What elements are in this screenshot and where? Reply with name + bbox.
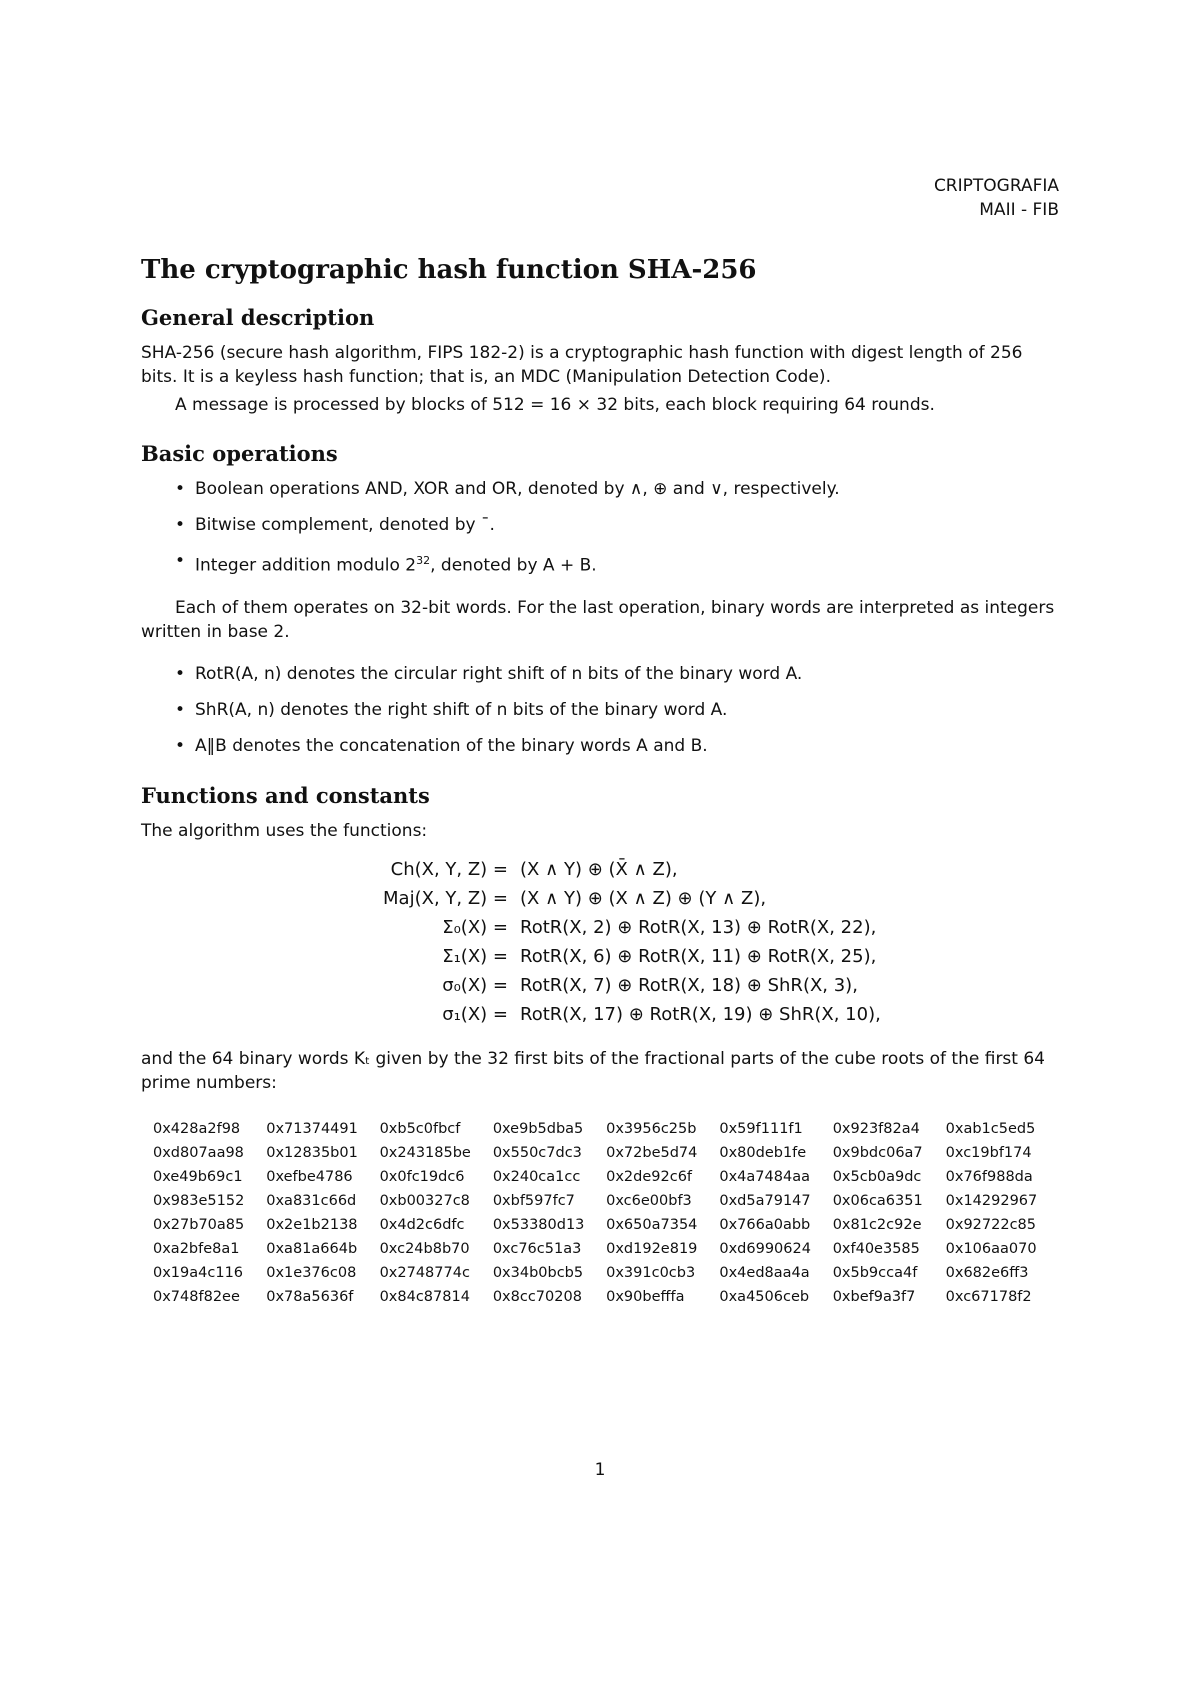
equation-row — [141, 855, 1059, 884]
constant-cell: 0xc76c51a3 — [492, 1240, 582, 1257]
list-item — [141, 734, 1059, 758]
constant-cell: 0x240ca1cc — [492, 1168, 581, 1185]
constant-cell: 0x4a7484aa — [719, 1168, 810, 1185]
basic-paragraph: Each of them operates on 32-bit words. For the last operation, binary words are interpreted as integers written in base 2. — [141, 597, 1055, 642]
equation-lhs: Σ₀(X) = — [442, 916, 508, 938]
equation-lhs: Σ₁(X) = — [442, 945, 508, 967]
constant-cell: 0x748f82ee — [153, 1288, 240, 1305]
constant-cell: 0xa81a664b — [266, 1240, 358, 1257]
bullet-icon: • — [175, 479, 186, 499]
constant-cell: 0x2748774c — [379, 1264, 470, 1281]
constant-cell: 0x76f988da — [945, 1168, 1033, 1185]
table-row — [153, 1261, 1059, 1285]
table-row — [153, 1237, 1059, 1261]
equation-lhs: σ₁(X) = — [442, 1003, 508, 1025]
constant-cell: 0x8cc70208 — [492, 1288, 582, 1305]
list-item-text-tail: , denoted by A + B. — [430, 555, 597, 576]
constant-cell: 0xd192e819 — [606, 1240, 698, 1257]
constant-cell: 0xd6990624 — [719, 1240, 811, 1257]
document-title: The cryptographic hash function SHA-256 — [141, 255, 757, 285]
constant-cell: 0x243185be — [379, 1144, 471, 1161]
basic-operations-list — [141, 477, 1059, 578]
section-heading-basic: Basic operations — [141, 441, 338, 466]
constant-cell: 0x550c7dc3 — [492, 1144, 582, 1161]
constant-cell: 0x391c0cb3 — [606, 1264, 696, 1281]
constant-cell: 0xf40e3585 — [832, 1240, 920, 1257]
constant-cell: 0xe9b5dba5 — [492, 1120, 584, 1137]
equation-rhs: RotR(X, 6) ⊕ RotR(X, 11) ⊕ RotR(X, 25), — [520, 945, 877, 967]
constant-cell: 0xefbe4786 — [266, 1168, 353, 1185]
equation-lhs: Ch(X, Y, Z) = — [390, 858, 508, 880]
list-item — [141, 698, 1059, 722]
equation-rhs: RotR(X, 2) ⊕ RotR(X, 13) ⊕ RotR(X, 22), — [520, 916, 877, 938]
equation-row — [141, 913, 1059, 942]
constant-cell: 0x80deb1fe — [719, 1144, 807, 1161]
table-row — [153, 1189, 1059, 1213]
constant-cell: 0x766a0abb — [719, 1216, 811, 1233]
constant-cell: 0xb5c0fbcf — [379, 1120, 461, 1137]
constant-cell: 0xab1c5ed5 — [945, 1120, 1036, 1137]
constant-cell: 0x14292967 — [945, 1192, 1038, 1209]
constant-cell: 0xa831c66d — [266, 1192, 357, 1209]
constant-cell: 0x19a4c116 — [153, 1264, 244, 1281]
constant-cell: 0x2e1b2138 — [266, 1216, 358, 1233]
section-heading-functions: Functions and constants — [141, 782, 430, 808]
bullet-icon: • — [175, 663, 186, 684]
constant-cell: 0x71374491 — [266, 1120, 358, 1137]
list-item — [141, 549, 1059, 578]
constant-cell: 0xc19bf174 — [945, 1144, 1032, 1161]
equation-rhs: (X ∧ Y) ⊕ (X̄ ∧ Z), — [520, 858, 678, 880]
list-item — [141, 477, 1059, 501]
constant-cell: 0xc24b8b70 — [379, 1240, 470, 1257]
list-item-text: Bitwise complement, denoted by ¯. — [195, 515, 495, 535]
course-header — [934, 174, 1059, 222]
equation-lhs: σ₀(X) = — [442, 974, 508, 996]
section-heading-general: General description — [141, 305, 375, 330]
constant-cell: 0x84c87814 — [379, 1288, 470, 1305]
constant-cell: 0x72be5d74 — [606, 1144, 698, 1161]
constant-cell: 0x106aa070 — [945, 1240, 1037, 1257]
equation-row — [141, 1000, 1059, 1029]
general-paragraph-2: A message is processed by blocks of 512 = 16 × 32 bits, each block requiring 64 rounds. — [175, 395, 935, 415]
shift-operations-list — [141, 662, 1059, 758]
table-row — [153, 1213, 1059, 1237]
bullet-icon: • — [175, 735, 186, 756]
bullet-icon: • — [175, 551, 186, 571]
constant-cell: 0x3956c25b — [606, 1120, 697, 1137]
course-name: CRIPTOGRAFIA — [933, 176, 1059, 196]
constant-cell: 0x12835b01 — [266, 1144, 358, 1161]
constant-cell: 0xa2bfe8a1 — [153, 1240, 240, 1257]
equation-row — [141, 942, 1059, 971]
list-item-text: Boolean operations AND, XOR and OR, denoted by ∧, ⊕ and ∨, respectively. — [195, 479, 840, 499]
equation-row — [141, 971, 1059, 1000]
constant-cell: 0xbef9a3f7 — [832, 1288, 916, 1305]
table-row — [153, 1165, 1059, 1189]
list-item-text: A‖B denotes the concatenation of the binary words A and B. — [195, 735, 708, 756]
constant-cell: 0xb00327c8 — [379, 1192, 470, 1209]
constant-cell: 0x1e376c08 — [266, 1264, 357, 1281]
list-item — [141, 513, 1059, 537]
constant-cell: 0x5b9cca4f — [832, 1264, 918, 1281]
main-content — [141, 254, 1059, 1309]
equation-lhs: Maj(X, Y, Z) = — [383, 887, 508, 909]
bullet-icon: • — [175, 515, 186, 535]
constant-cell: 0x92722c85 — [945, 1216, 1036, 1233]
table-row — [153, 1117, 1059, 1141]
constant-cell: 0x78a5636f — [266, 1288, 354, 1305]
constant-cell: 0x923f82a4 — [832, 1120, 920, 1137]
table-row — [153, 1285, 1059, 1309]
constants-table — [153, 1117, 1059, 1309]
constant-cell: 0xbf597fc7 — [492, 1192, 575, 1209]
exponent: 32 — [416, 554, 431, 567]
constant-cell: 0x9bdc06a7 — [832, 1144, 923, 1161]
constant-cell: 0x06ca6351 — [832, 1192, 923, 1209]
constant-cell: 0x0fc19dc6 — [379, 1168, 465, 1185]
functions-after-paragraph: and the 64 binary words Kₜ given by the 32 first bits of the fractional parts of the cube roots of the first 64 prime numbers: — [141, 1048, 1045, 1093]
list-item-text: ShR(A, n) denotes the right shift of n bits of the binary word A. — [195, 699, 728, 720]
list-item — [141, 662, 1059, 686]
constant-cell: 0xd5a79147 — [719, 1192, 811, 1209]
list-item-text: RotR(A, n) denotes the circular right shift of n bits of the binary word A. — [195, 663, 803, 684]
constant-cell: 0x4ed8aa4a — [719, 1264, 810, 1281]
constant-cell: 0x650a7354 — [606, 1216, 698, 1233]
equation-rhs: RotR(X, 17) ⊕ RotR(X, 19) ⊕ ShR(X, 10), — [520, 1003, 881, 1025]
constant-cell: 0x81c2c92e — [832, 1216, 922, 1233]
constant-cell: 0xa4506ceb — [719, 1288, 810, 1305]
list-item-text: Integer addition modulo 2 — [195, 555, 417, 576]
functions-intro: The algorithm uses the functions: — [141, 820, 428, 841]
constant-cell: 0xe49b69c1 — [153, 1168, 243, 1185]
constant-cell: 0x90befffa — [606, 1288, 685, 1305]
constant-cell: 0x2de92c6f — [606, 1168, 693, 1185]
equation-row — [141, 884, 1059, 913]
constant-cell: 0x34b0bcb5 — [492, 1264, 584, 1281]
constant-cell: 0x983e5152 — [153, 1192, 245, 1209]
constant-cell: 0x27b70a85 — [153, 1216, 245, 1233]
constant-cell: 0x59f111f1 — [719, 1120, 803, 1137]
constant-cell: 0x53380d13 — [492, 1216, 585, 1233]
equation-block — [141, 855, 1059, 1029]
constant-cell: 0x5cb0a9dc — [832, 1168, 922, 1185]
page-number: 1 — [594, 1460, 606, 1480]
constant-cell: 0x428a2f98 — [153, 1120, 241, 1137]
constant-cell: 0x4d2c6dfc — [379, 1216, 465, 1233]
course-program: MAII - FIB — [979, 200, 1059, 220]
constant-cell: 0xd807aa98 — [153, 1144, 244, 1161]
table-row — [153, 1141, 1059, 1165]
general-paragraph-1: SHA-256 (secure hash algorithm, FIPS 182-2) is a cryptographic hash function with digest length of 256 bits. It is a keyless hash function; that is, an MDC (Manipulation Detection Code). — [141, 343, 1023, 387]
constant-cell: 0xc67178f2 — [945, 1288, 1032, 1305]
bullet-icon: • — [175, 699, 186, 720]
constant-cell: 0xc6e00bf3 — [606, 1192, 692, 1209]
constant-cell: 0x682e6ff3 — [945, 1264, 1029, 1281]
equation-rhs: RotR(X, 7) ⊕ RotR(X, 18) ⊕ ShR(X, 3), — [520, 974, 858, 996]
equation-rhs: (X ∧ Y) ⊕ (X ∧ Z) ⊕ (Y ∧ Z), — [520, 887, 767, 909]
